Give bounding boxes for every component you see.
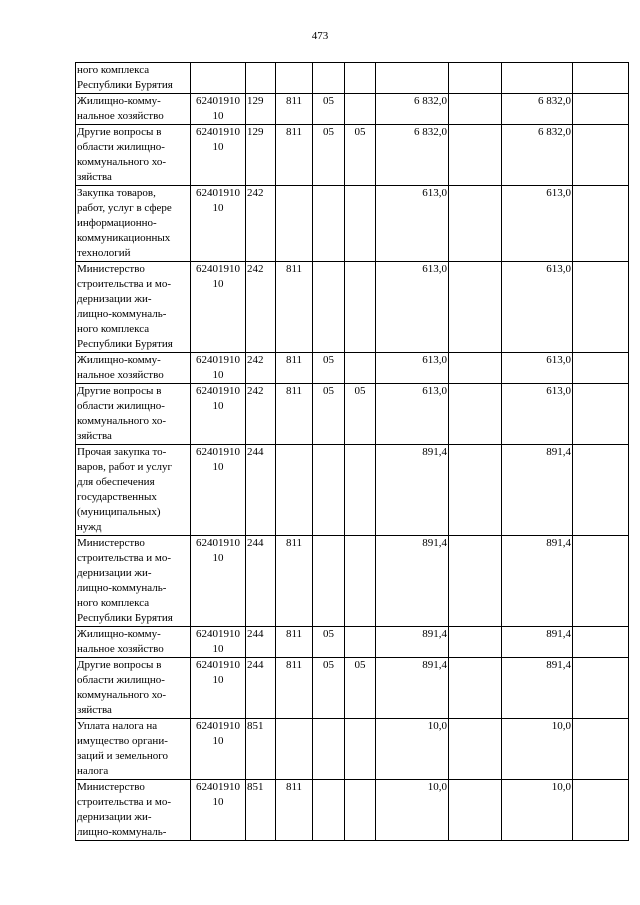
cell-amount-3: 613,0	[502, 262, 573, 353]
table-row	[76, 94, 629, 125]
cell-expense-type: 242	[246, 262, 276, 353]
cell-expense-type: 242	[246, 353, 276, 384]
cell-expense-type: 242	[246, 384, 276, 445]
table-row	[76, 627, 629, 658]
cell-ministry: 811	[276, 780, 313, 841]
cell-target-code: 62401910 10	[191, 186, 246, 262]
cell-target-code: 62401910 10	[191, 445, 246, 536]
cell-amount-2	[449, 262, 502, 353]
cell-amount-1: 10,0	[376, 780, 449, 841]
budget-table	[75, 62, 629, 841]
cell-amount-3: 891,4	[502, 536, 573, 627]
cell-amount-2	[449, 719, 502, 780]
cell-amount-3: 613,0	[502, 186, 573, 262]
cell-ministry	[276, 719, 313, 780]
table-row	[76, 186, 629, 262]
cell-amount-4	[573, 262, 629, 353]
cell-section: 05	[313, 94, 345, 125]
cell-name: Прочая закупка то- варов, работ и услуг для обеспечения государственных (муниципальных) нужд	[76, 445, 191, 536]
table-row	[76, 536, 629, 627]
cell-amount-2	[449, 384, 502, 445]
table-row	[76, 63, 629, 94]
cell-amount-3: 613,0	[502, 353, 573, 384]
cell-amount-1: 891,4	[376, 445, 449, 536]
cell-subsection: 05	[345, 125, 376, 186]
budget-table-body	[76, 63, 629, 841]
cell-amount-2	[449, 780, 502, 841]
cell-amount-3: 6 832,0	[502, 94, 573, 125]
cell-amount-4	[573, 627, 629, 658]
cell-amount-3: 6 832,0	[502, 125, 573, 186]
cell-name: Другие вопросы в области жилищно- коммунального хо- зяйства	[76, 658, 191, 719]
cell-target-code: 62401910 10	[191, 536, 246, 627]
cell-name: Закупка товаров, работ, услуг в сфере информационно- коммуникационных технологий	[76, 186, 191, 262]
cell-name: Министерство строительства и мо- дернизации жи- лищно-коммуналь- ного комплекса Республики Бурятия	[76, 536, 191, 627]
cell-amount-1: 891,4	[376, 536, 449, 627]
table-row	[76, 780, 629, 841]
cell-amount-1: 891,4	[376, 658, 449, 719]
cell-amount-4	[573, 536, 629, 627]
cell-expense-type: 244	[246, 445, 276, 536]
cell-subsection	[345, 186, 376, 262]
cell-amount-2	[449, 536, 502, 627]
cell-amount-1: 6 832,0	[376, 125, 449, 186]
cell-amount-3	[502, 63, 573, 94]
cell-subsection	[345, 445, 376, 536]
cell-ministry: 811	[276, 94, 313, 125]
cell-name: Жилищно-комму- нальное хозяйство	[76, 94, 191, 125]
cell-expense-type: 242	[246, 186, 276, 262]
cell-amount-1: 891,4	[376, 627, 449, 658]
cell-amount-4	[573, 94, 629, 125]
cell-target-code: 62401910 10	[191, 384, 246, 445]
cell-amount-2	[449, 627, 502, 658]
cell-amount-3: 10,0	[502, 780, 573, 841]
cell-amount-1: 613,0	[376, 353, 449, 384]
cell-expense-type: 129	[246, 94, 276, 125]
cell-expense-type: 244	[246, 536, 276, 627]
cell-expense-type: 244	[246, 627, 276, 658]
cell-target-code: 62401910 10	[191, 658, 246, 719]
cell-amount-3: 10,0	[502, 719, 573, 780]
cell-amount-4	[573, 658, 629, 719]
cell-amount-1: 6 832,0	[376, 94, 449, 125]
cell-amount-4	[573, 353, 629, 384]
cell-name: Жилищно-комму- нальное хозяйство	[76, 353, 191, 384]
cell-ministry: 811	[276, 658, 313, 719]
cell-amount-2	[449, 125, 502, 186]
cell-ministry: 811	[276, 627, 313, 658]
cell-amount-1: 10,0	[376, 719, 449, 780]
cell-amount-2	[449, 658, 502, 719]
cell-target-code: 62401910 10	[191, 627, 246, 658]
cell-subsection	[345, 262, 376, 353]
cell-name: ного комплекса Республики Бурятия	[76, 63, 191, 94]
cell-section: 05	[313, 125, 345, 186]
cell-section	[313, 262, 345, 353]
table-row	[76, 125, 629, 186]
cell-expense-type: 129	[246, 125, 276, 186]
cell-ministry: 811	[276, 353, 313, 384]
cell-ministry	[276, 186, 313, 262]
cell-amount-3: 891,4	[502, 445, 573, 536]
cell-section	[313, 445, 345, 536]
cell-ministry	[276, 63, 313, 94]
cell-ministry: 811	[276, 125, 313, 186]
cell-section	[313, 719, 345, 780]
cell-target-code: 62401910 10	[191, 262, 246, 353]
cell-subsection	[345, 627, 376, 658]
cell-ministry	[276, 445, 313, 536]
cell-amount-2	[449, 445, 502, 536]
cell-amount-3: 891,4	[502, 658, 573, 719]
cell-amount-4	[573, 186, 629, 262]
cell-amount-2	[449, 63, 502, 94]
cell-target-code: 62401910 10	[191, 94, 246, 125]
table-row	[76, 262, 629, 353]
cell-amount-1: 613,0	[376, 186, 449, 262]
cell-ministry: 811	[276, 536, 313, 627]
table-row	[76, 353, 629, 384]
page-number: 473	[311, 30, 329, 42]
cell-subsection	[345, 780, 376, 841]
table-row	[76, 658, 629, 719]
cell-section	[313, 536, 345, 627]
cell-amount-2	[449, 353, 502, 384]
table-row	[76, 719, 629, 780]
cell-subsection	[345, 719, 376, 780]
cell-subsection	[345, 353, 376, 384]
cell-target-code: 62401910 10	[191, 353, 246, 384]
cell-expense-type: 244	[246, 658, 276, 719]
cell-target-code: 62401910 10	[191, 719, 246, 780]
cell-amount-4	[573, 719, 629, 780]
cell-amount-4	[573, 125, 629, 186]
cell-amount-1: 613,0	[376, 262, 449, 353]
table-row	[76, 445, 629, 536]
cell-subsection	[345, 94, 376, 125]
cell-expense-type	[246, 63, 276, 94]
cell-section	[313, 63, 345, 94]
cell-name: Министерство строительства и мо- дернизации жи- лищно-коммуналь-	[76, 780, 191, 841]
cell-amount-4	[573, 780, 629, 841]
cell-target-code: 62401910 10	[191, 780, 246, 841]
cell-amount-3: 613,0	[502, 384, 573, 445]
cell-section: 05	[313, 658, 345, 719]
cell-section: 05	[313, 353, 345, 384]
cell-name: Другие вопросы в области жилищно- коммунального хо- зяйства	[76, 384, 191, 445]
cell-amount-3: 891,4	[502, 627, 573, 658]
cell-subsection	[345, 536, 376, 627]
cell-section: 05	[313, 384, 345, 445]
cell-expense-type: 851	[246, 719, 276, 780]
cell-subsection: 05	[345, 658, 376, 719]
cell-ministry: 811	[276, 262, 313, 353]
cell-amount-2	[449, 94, 502, 125]
cell-section: 05	[313, 627, 345, 658]
cell-amount-4	[573, 63, 629, 94]
table-row	[76, 384, 629, 445]
cell-amount-4	[573, 445, 629, 536]
cell-amount-2	[449, 186, 502, 262]
cell-name: Другие вопросы в области жилищно- коммунального хо- зяйства	[76, 125, 191, 186]
cell-amount-1: 613,0	[376, 384, 449, 445]
cell-ministry: 811	[276, 384, 313, 445]
cell-name: Уплата налога на имущество органи- заций и земельного налога	[76, 719, 191, 780]
cell-target-code	[191, 63, 246, 94]
cell-expense-type: 851	[246, 780, 276, 841]
cell-name: Министерство строительства и мо- дернизации жи- лищно-коммуналь- ного комплекса Республики Бурятия	[76, 262, 191, 353]
cell-subsection	[345, 63, 376, 94]
cell-name: Жилищно-комму- нальное хозяйство	[76, 627, 191, 658]
cell-amount-4	[573, 384, 629, 445]
cell-amount-1	[376, 63, 449, 94]
cell-section	[313, 186, 345, 262]
cell-subsection: 05	[345, 384, 376, 445]
cell-target-code: 62401910 10	[191, 125, 246, 186]
cell-section	[313, 780, 345, 841]
